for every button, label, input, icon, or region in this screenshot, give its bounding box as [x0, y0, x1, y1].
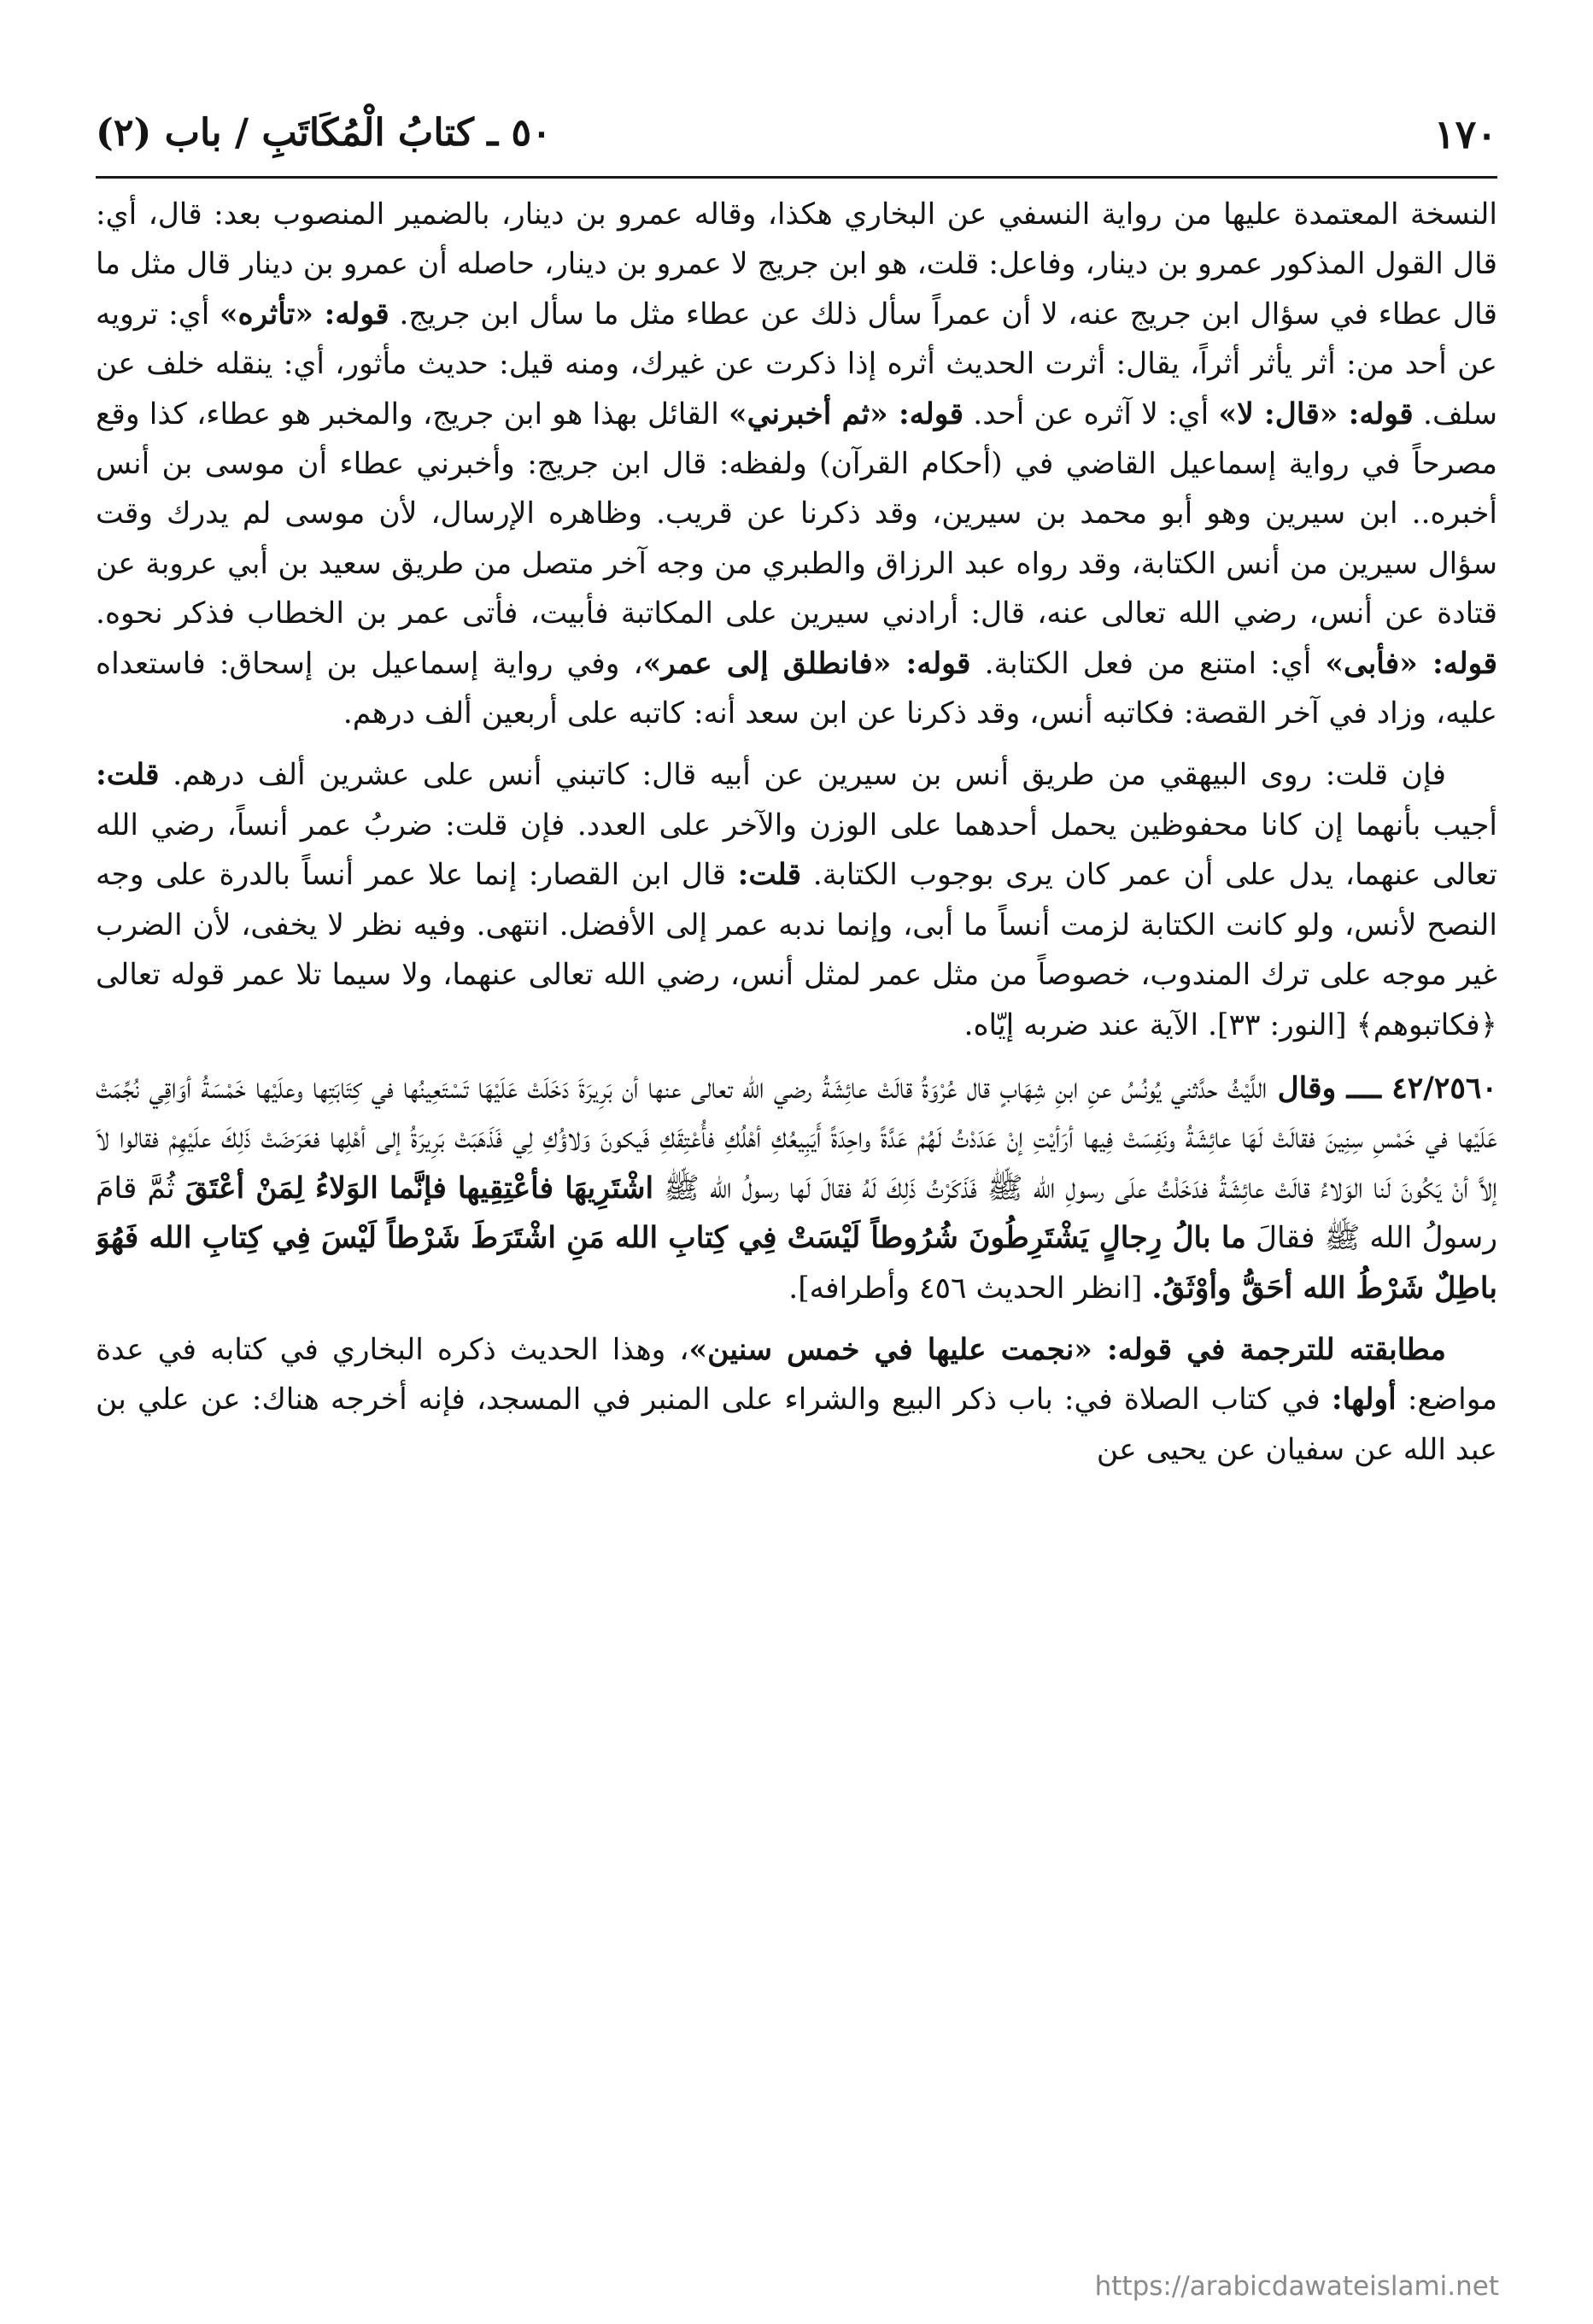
- text-segment: ، وهذا الحديث ذكره البخاري في كتابه في عدة مواضع:: [96, 1332, 1497, 1417]
- text-segment: أجيب بأنهما إن كانا محفوظين يحمل أحدهما على الوزن والآخر على العدد. فإن قلت: ضربُ عمر أنساً، رضي الله تعالى عنهما، يدل على أن عمر كان يرى بوجوب الكتابة.: [96, 807, 1497, 893]
- text-segment: ثُمَّ قامَ رسولُ الله ﷺ فقالَ: [96, 1171, 1497, 1256]
- bold-text-segment: اشْتَرِيهَا فأعْتِقِيها فإنَّما الوَلاءُ لِمَنْ أعْتَقَ: [184, 1171, 654, 1206]
- text-segment: أي: لا آثره عن أحد.: [963, 396, 1219, 431]
- text-segment: اللَّيْثُ حدَّثني يُونُسُ عنِ ابنِ شِهَابٍ قال عُرْوَةُ قالَتْ عائِشَةُ رضي الله تعالى عنها أن بَرِيرَةَ دَخَلَتْ عَلَيْهَا تَسْتَعِينُها في كِتَابَتِها وعلَيْها خَمْسَةُ أوَاقِي نُجِّمَتْ عَلَيْها في خَمْسِ سِنِينَ فقالَتْ لَهَا عائِشَةُ ونَفِسَتْ فِيها أرَأيْتِ إنْ عَدَدْتُ لَهُمْ عَدَّةً واحِدَةً أَيَبِيعُكِ أهْلُكِ فأُعْتِقَكِ فَيكونَ وَلاؤُكِ لِي فَذَهَبَتْ بَرِيرَةُ إلى أهْلِها فعَرَضَتْ ذَلِكَ علَيْهِمْ فقالوا لاَ إلاَّ أنْ يَكُونَ لَنا الوَلاءُ قالَتْ عائِشَةُ فدَخَلْتُ علَى رسولِ الله ﷺ فَذَكَرْتُ ذَلِكَ لَهُ فقالَ لَها رسولُ الله ﷺ: [96, 1071, 1497, 1206]
- bold-text-segment: مطابقته للترجمة في قوله: «نجمت عليها في خمس سنين»: [688, 1332, 1446, 1367]
- text-segment: ، وفي رواية إسماعيل بن إسحاق: فاستعداه عليه، وزاد في آخر القصة: فكاتبه أنس، وقد ذكرنا عن ابن سعد أنه: كاتبه على أربعين ألف درهم.: [96, 646, 1497, 731]
- text-segment: قال ابن القصار: إنما علا عمر أنساً بالدرة على وجه النصح لأنس، ولو كانت الكتابة لزمت أنساً ما أبى، وإنما ندبه عمر إلى الأفضل. انتهى. وفيه نظر لا يخفى، لأن الضرب غير موجه على ترك المندوب، خصوصاً من مثل عمر لمثل أنس، رضي الله تعالى عنهما، ولا سيما تلا عمر قوله تعالى ﴿فكاتبوهم﴾ [النور: ٣٣]. الآية عند ضربه إيّاه.: [96, 858, 1497, 1042]
- bold-text-segment: قوله: «ثم أخبرني»: [729, 396, 964, 431]
- bold-text-segment: ٤٢/٢٥٦٠ ــــ وقال: [1267, 1071, 1497, 1106]
- text-segment: أي: ترويه عن أحد من: أثر يأثر أثراً، يقال: أثرت الحديث أثره إذا ذكرت عن غيرك، ومنه قيل: حديث مأثور، أي: ينقله خلف عن سلف.: [96, 296, 1497, 431]
- page-number: ١٧٠: [1433, 111, 1497, 157]
- bold-text-segment: قلت:: [96, 758, 160, 793]
- text-segment: أي: امتنع من فعل الكتابة.: [970, 646, 1326, 681]
- bold-text-segment: قوله: «فأبى»: [1325, 646, 1497, 681]
- text-segment: [انظر الحديث ٤٥٦ وأطرافه].: [788, 1271, 1152, 1306]
- site-watermark: https://arabicdawateislami.net: [1094, 2271, 1499, 2302]
- commentary-paragraph-2: [96, 750, 1497, 1049]
- bold-text-segment: قوله: «قال: لا»: [1218, 396, 1414, 431]
- commentary-paragraph-1: [96, 190, 1497, 738]
- page-body: [96, 190, 1497, 2264]
- chapter-title: ٥٠ ـ كتابُ الْمُكَاتَبِ / باب (٢): [96, 111, 552, 155]
- text-segment: النسخة المعتمدة عليها من رواية النسفي عن البخاري هكذا، وقاله عمرو بن دينار، بالضمير المنصوب بعد: قال، أي: قال القول المذكور عمرو بن دينار، وفاعل: قلت، هو ابن جريج لا عمرو بن دينار، حاصله أن عمرو بن دينار قال مثل ما قال عطاء في سؤال ابن جريج عنه، لا أن عمراً سأل ذلك عن عطاء مثل ما سأل ابن جريج.: [96, 197, 1497, 332]
- text-segment: فإن قلت: روى البيهقي من طريق أنس بن سيرين عن أبيه قال: كاتبني أنس على عشرين ألف درهم.: [159, 758, 1446, 793]
- text-segment: في كتاب الصلاة في: باب ذكر البيع والشراء على المنبر في المسجد، فإنه أخرجه هناك: عن علي بن عبد الله عن سفيان عن يحيى عن: [96, 1382, 1497, 1467]
- text-segment: القائل بهذا هو ابن جريج، والمخبر هو عطاء، كذا وقع مصرحاً في رواية إسماعيل القاضي في (أحكام القرآن) ولفظه: قال ابن جريج: وأخبرني عطاء أن موسى بن أنس أخبره.. ابن سيرين وهو أبو محمد بن سيرين، وقد ذكرنا عن قريب. وظاهره الإرسال، لأن موسى لم يدرك وقت سؤال سيرين من أنس الكتابة، وقد رواه عبد الرزاق والطبري من وجه آخر متصل من طريق سعيد بن أبي عروبة عن قتادة عن أنس، رضي الله تعالى عنه، قال: أرادني سيرين على المكاتبة فأبيت، فأتى عمر بن الخطاب فذكر نحوه.: [96, 396, 1497, 631]
- commentary-paragraph-3: [96, 1325, 1497, 1475]
- header-rule: [96, 176, 1497, 179]
- bold-text-segment: قوله: «تأثره»: [219, 296, 389, 332]
- bold-text-segment: ما بالُ رِجالٍ يَشْتَرِطُونَ شُرُوطاً لَيْسَتْ فِي كِتابِ الله مَنِ اشْتَرَطَ شَرْطاً لَيْسَ فِي كِتابِ الله فَهُوَ باطِلٌ شَرْطُ الله أحَقُّ وأوْثَقُ.: [96, 1221, 1497, 1306]
- hadith-text: [96, 1064, 1497, 1313]
- bold-text-segment: قلت:: [737, 858, 802, 893]
- bold-text-segment: أولها:: [1331, 1382, 1397, 1417]
- running-header: [96, 101, 1497, 169]
- bold-text-segment: قوله: «فانطلق إلى عمر»: [642, 646, 971, 681]
